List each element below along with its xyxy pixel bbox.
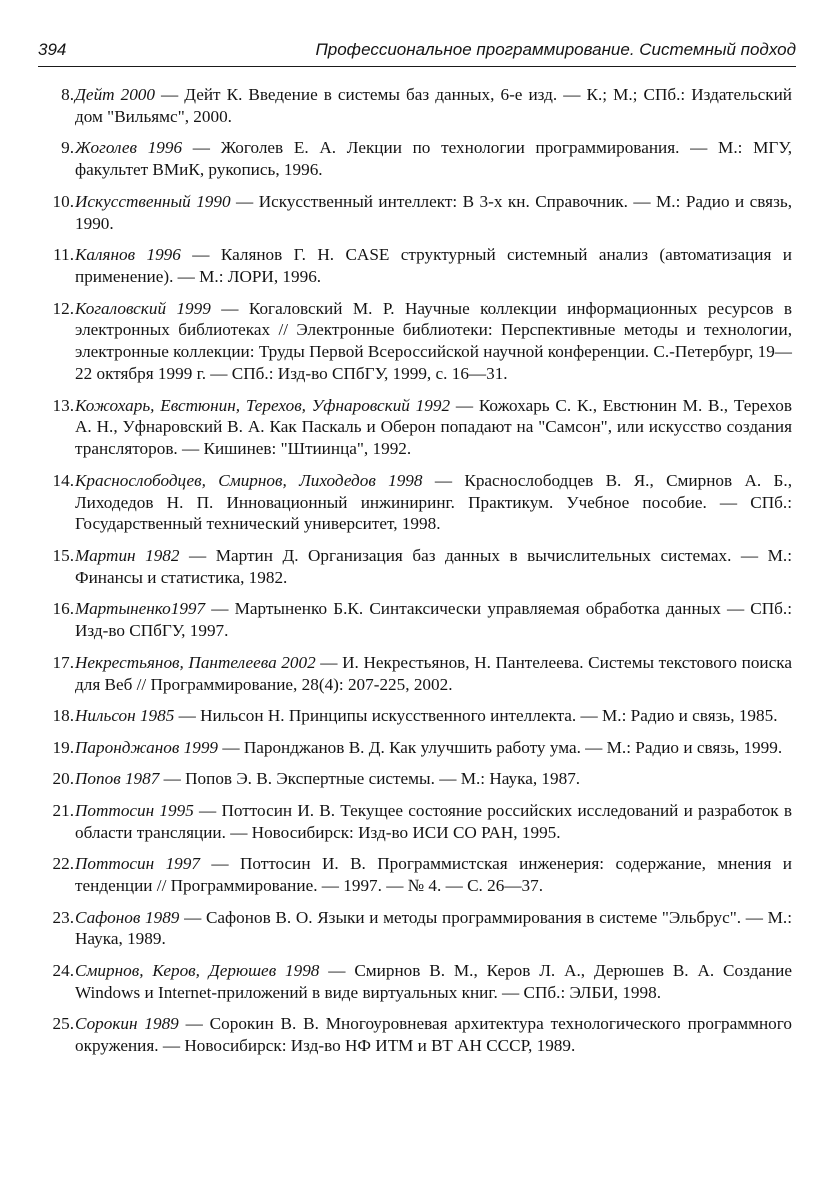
reference-key: Поттосин 1995 (75, 800, 194, 820)
reference-number: 14. (52, 470, 74, 490)
reference-item (38, 137, 792, 181)
reference-text: — Краснослободцев В. Я., Смирнов А. Б., Лиходедов Н. П. Инновационный инжиниринг. Практикум. Учебное пособие. — СПб.: Государственный технический университет, 1998. (75, 470, 792, 534)
reference-key: Мартыненко1997 (75, 599, 206, 619)
reference-item (38, 800, 792, 844)
reference-key: Краснослободцев, Смирнов, Лиходедов 1998 (75, 470, 423, 490)
reference-number: 23. (52, 907, 74, 927)
reference-number: 22. (52, 854, 74, 874)
reference-number: 24. (52, 961, 74, 981)
reference-item (38, 244, 792, 288)
reference-key: Мартин 1982 (75, 545, 180, 565)
reference-key: Нильсон 1985 (75, 706, 175, 726)
running-title: Профессиональное программирование. Системный подход (315, 40, 796, 59)
page-number: 394 (38, 40, 67, 59)
reference-text: — Поттосин И. В. Программистская инженерия: содержание, мнения и тенденции // Программирование. — 1997. — № 4. — С. 26—37. (75, 854, 792, 896)
reference-text: — Когаловский М. Р. Научные коллекции информационных ресурсов в электронных библиотеках // Электронные библиотеки: Перспективные методы и технологии, электронные коллекции: Труды Первой Всероссийской научной конференции. С.-Петербург, 19—22 октября 1999 г. — СПб.: Изд-во СПбГУ, 1999, с. 16—31. (75, 298, 792, 383)
reference-item (38, 298, 792, 385)
reference-item (38, 652, 792, 696)
reference-text: — Паронджанов В. Д. Как улучшить работу ума. — М.: Радио и связь, 1999. (218, 737, 783, 757)
reference-number: 8. (61, 85, 74, 104)
reference-number: 12. (52, 298, 74, 318)
reference-key: Жоголев 1996 (75, 138, 183, 158)
reference-number: 20. (52, 769, 74, 789)
reference-key: Сафонов 1989 (75, 907, 180, 927)
reference-text: — Попов Э. В. Экспертные системы. — М.: Наука, 1987. (159, 769, 581, 789)
reference-key: Попов 1987 (75, 769, 160, 789)
reference-text: — Кожохарь С. К., Евстюнин М. В., Терехов А. Н., Уфнаровский В. А. Как Паскаль и Оберон попадают на "Самсон", или искусство создания трансляторов. — Кишинев: "Штиинца", 1992. (75, 395, 792, 459)
reference-text: — Мартыненко Б.К. Синтаксически управляемая обработка данных — СПб.: Изд-во СПбГУ, 1997. (75, 599, 792, 641)
reference-item (38, 1013, 792, 1057)
reference-key: Смирнов, Керов, Дерюшев 1998 (75, 961, 320, 981)
reference-text: — Жоголев Е. А. Лекции по технологии программирования. — М.: МГУ, факультет ВМиК, рукопись, 1996. (75, 138, 792, 180)
reference-list (38, 84, 792, 1067)
reference-number: 19. (52, 737, 74, 757)
page-header (38, 38, 796, 67)
reference-text: — Искусственный интеллект: В 3-х кн. Справочник. — М.: Радио и связь, 1990. (75, 191, 792, 233)
reference-key: Искусственный 1990 (75, 191, 231, 211)
reference-key: Калянов 1996 (75, 245, 181, 265)
reference-key: Кожохарь, Евстюнин, Терехов, Уфнаровский 1992 (75, 395, 451, 415)
reference-number: 25. (52, 1014, 74, 1034)
reference-number: 10. (52, 191, 74, 211)
reference-item (38, 598, 792, 642)
reference-item (38, 84, 792, 128)
reference-key: Когаловский 1999 (75, 298, 211, 318)
reference-item (38, 768, 792, 790)
reference-item (38, 907, 792, 951)
reference-item (38, 853, 792, 897)
reference-number: 15. (52, 545, 74, 565)
reference-number: 9. (61, 138, 74, 158)
reference-text: — И. Некрестьянов, Н. Пантелеева. Системы текстового поиска для Веб // Программирование, 28(4): 207-225, 2002. (75, 652, 792, 694)
reference-text: — Сафонов В. О. Языки и методы программирования в системе "Эльбрус". — М.: Наука, 1989. (75, 907, 792, 949)
reference-text: — Сорокин В. В. Многоуровневая архитектура технологического программного окружения. — Новосибирск: Изд-во НФ ИТМ и ВТ АН СССР, 1989. (75, 1014, 792, 1056)
reference-key: Поттосин 1997 (75, 854, 200, 874)
reference-text: — Дейт К. Введение в системы баз данных, 6-е изд. — К.; М.; СПб.: Издательский дом "Вильямс", 2000. (75, 85, 792, 126)
reference-number: 11. (53, 245, 74, 265)
reference-item (38, 470, 792, 535)
reference-number: 21. (52, 800, 74, 820)
reference-key: Сорокин 1989 (75, 1014, 179, 1034)
reference-item (38, 737, 792, 759)
reference-key: Дейт 2000 (75, 85, 155, 104)
reference-text: — Мартин Д. Организация баз данных в вычислительных системах. — М.: Финансы и статистика, 1982. (75, 545, 792, 587)
reference-text: — Смирнов В. М., Керов Л. А., Дерюшев В. А. Создание Windows и Internet-приложений в виде виртуальных книг. — СПб.: ЭЛБИ, 1998. (75, 961, 792, 1002)
reference-number: 13. (52, 395, 74, 415)
reference-item (38, 545, 792, 589)
reference-key: Некрестьянов, Пантелеева 2002 (75, 652, 316, 672)
reference-text: — Поттосин И. В. Текущее состояние российских исследований и разработок в области трансляции. — Новосибирск: Изд-во ИСИ СО РАН, 1995. (75, 800, 792, 842)
reference-text: — Калянов Г. Н. CASE структурный системный анализ (автоматизация и применение). — М.: ЛОРИ, 1996. (75, 245, 792, 286)
reference-item (38, 960, 792, 1004)
reference-key: Паронджанов 1999 (75, 737, 219, 757)
reference-number: 16. (52, 599, 74, 619)
reference-item (38, 705, 792, 727)
reference-number: 18. (52, 706, 74, 726)
reference-text: — Нильсон Н. Принципы искусственного интеллекта. — М.: Радио и связь, 1985. (174, 706, 778, 726)
reference-item (38, 191, 792, 235)
reference-number: 17. (52, 652, 74, 672)
reference-item (38, 395, 792, 460)
